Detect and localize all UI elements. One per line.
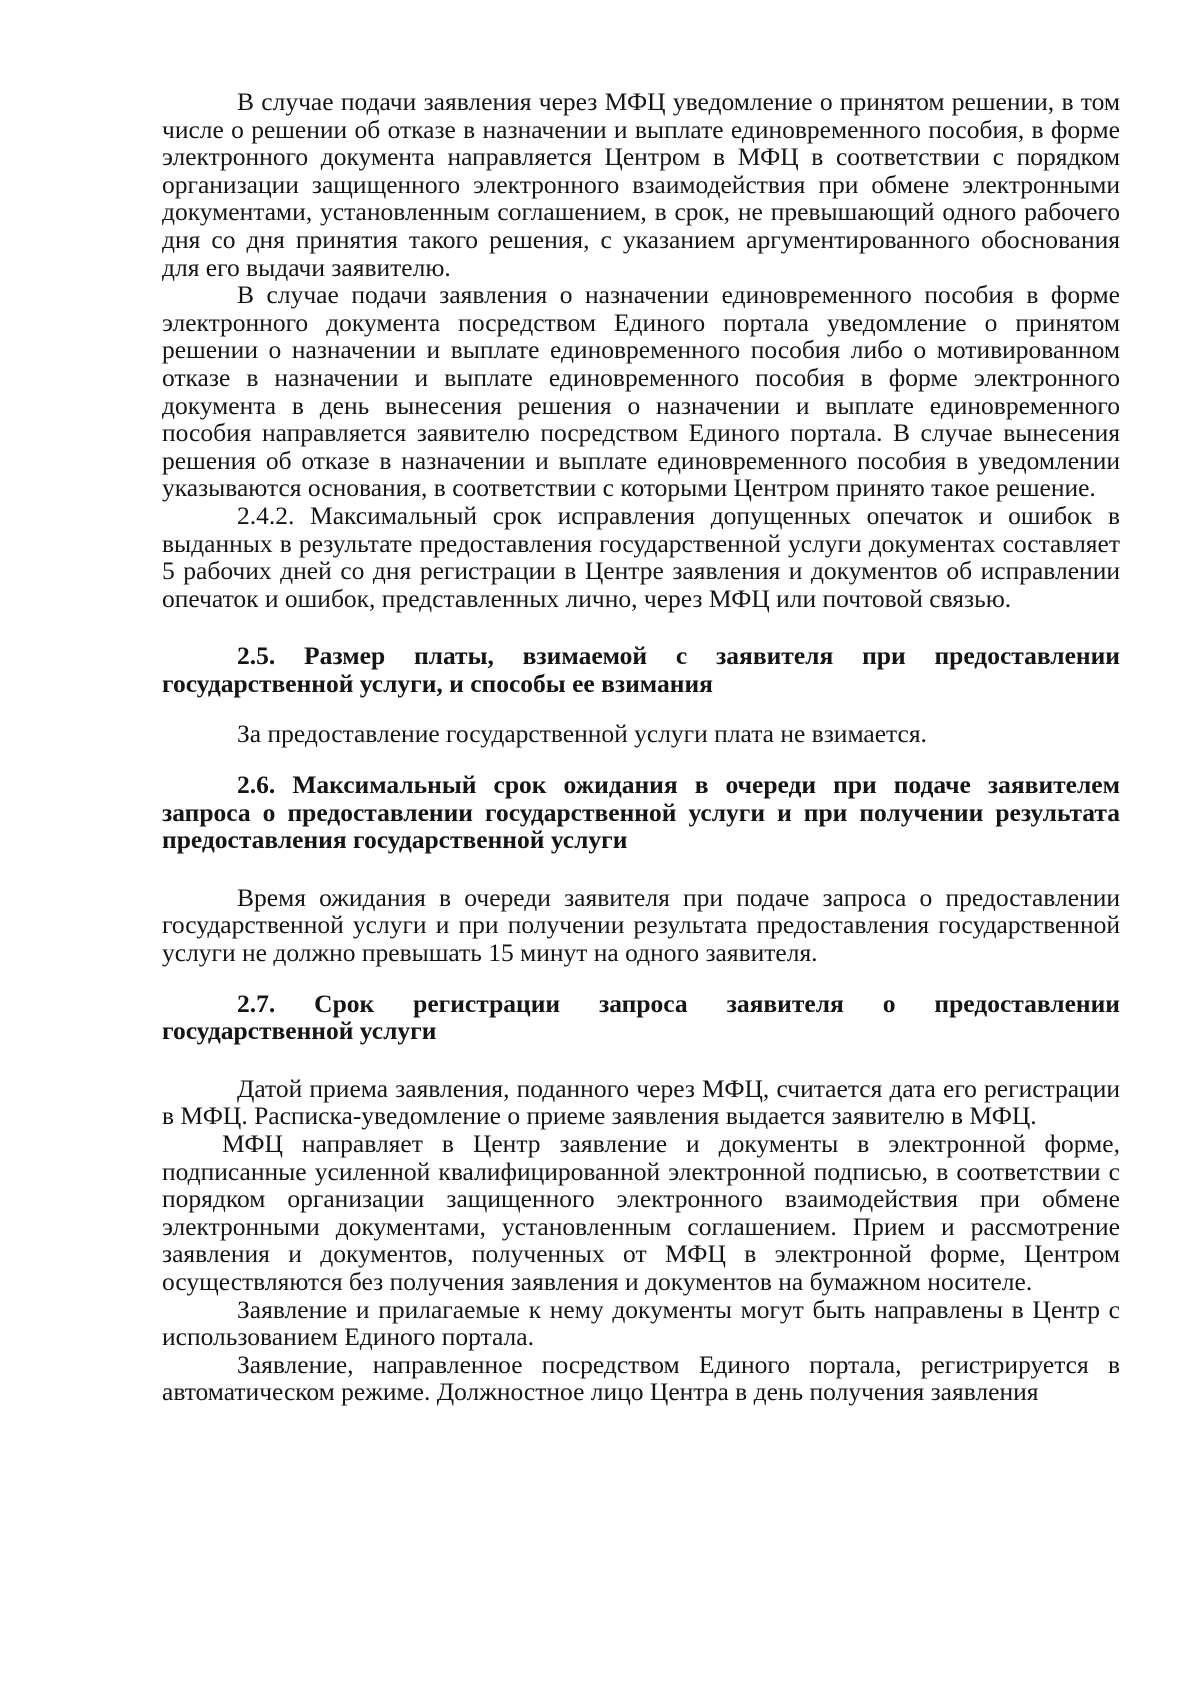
paragraph-portal-notification: В случае подачи заявления о назначении единовременного пособия в форме электронного документа посредством Единого портала уведомление о принятом решении о назначении и выплате единовременного пособия либо о мотивированном отказе в назначении и выплате единовременного пособия в форме электронного документа в день вынесения решения о назначении и выплате единовременного пособия направляется заявителю посредством Единого портала. В случае вынесения решения об отказе в назначении и выплате единовременного пособия в уведомлении указываются основания, в соответствии с которыми Центром принято такое решение.	[162, 280, 1120, 503]
paragraph-receipt-date: Датой приема заявления, поданного через МФЦ, считается дата его регистрации в МФЦ. Расписка-уведомление о приеме заявления выдается заявителю в МФЦ.	[162, 1073, 1120, 1131]
heading-2-6: 2.6. Максимальный срок ожидания в очереди при подаче заявителем запроса о предоставлении государственной услуги и при получении результата предоставления государственной услуги	[162, 770, 1120, 855]
paragraph-mfc-sends: МФЦ направляет в Центр заявление и документы в электронной форме, подписанные усиленной квалифицированной электронной подписью, в соответствии с порядком организации защищенного электронного взаимодействия при обмене электронными документами, установленным соглашением. Прием и рассмотрение заявления и документов, полученных от МФЦ в электронной форме, Центром осуществляются без получения заявления и документов на бумажном носителе.	[162, 1129, 1120, 1296]
paragraph-waiting-time: Время ожидания в очереди заявителя при подаче запроса о предоставлении государственной услуги и при получении результата предоставления государственной услуги не должно превышать 15 минут на одного заявителя.	[162, 882, 1120, 968]
heading-2-5: 2.5. Размер платы, взимаемой с заявителя при предоставлении государственной услуги, и способы ее взимания	[162, 641, 1120, 698]
paragraph-mfc-notification: В случае подачи заявления через МФЦ уведомление о принятом решении, в том числе о решении об отказе в назначении и выплате единовременного пособия, в форме электронного документа направляется Центром в МФЦ в соответствии с порядком организации защищенного электронного взаимодействия при обмене электронными документами, установленным соглашением, в срок, не превышающий одного рабочего дня со дня принятия такого решения, с указанием аргументированного обоснования для его выдачи заявителю.	[162, 87, 1120, 282]
heading-2-7: 2.7. Срок регистрации запроса заявителя о предоставлении государственной услуги	[162, 988, 1120, 1046]
document-page	[162, 88, 1120, 1406]
paragraph-2-4-2: 2.4.2. Максимальный срок исправления допущенных опечаток и ошибок в выданных в результате предоставления государственной услуги документах составляет 5 рабочих дней со дня регистрации в Центре заявления и документов об исправлении опечаток и ошибок, представленных лично, через МФЦ или почтовой связью.	[162, 500, 1120, 613]
paragraph-no-fee: За предоставление государственной услуги плата не взимается.	[237, 719, 927, 749]
paragraph-portal-submission: Заявление и прилагаемые к нему документы могут быть направлены в Центр с использованием Единого портала.	[162, 1294, 1120, 1352]
paragraph-auto-registration: Заявление, направленное посредством Единого портала, регистрируется в автоматическом режиме. Должностное лицо Центра в день получения заявления	[162, 1349, 1120, 1407]
